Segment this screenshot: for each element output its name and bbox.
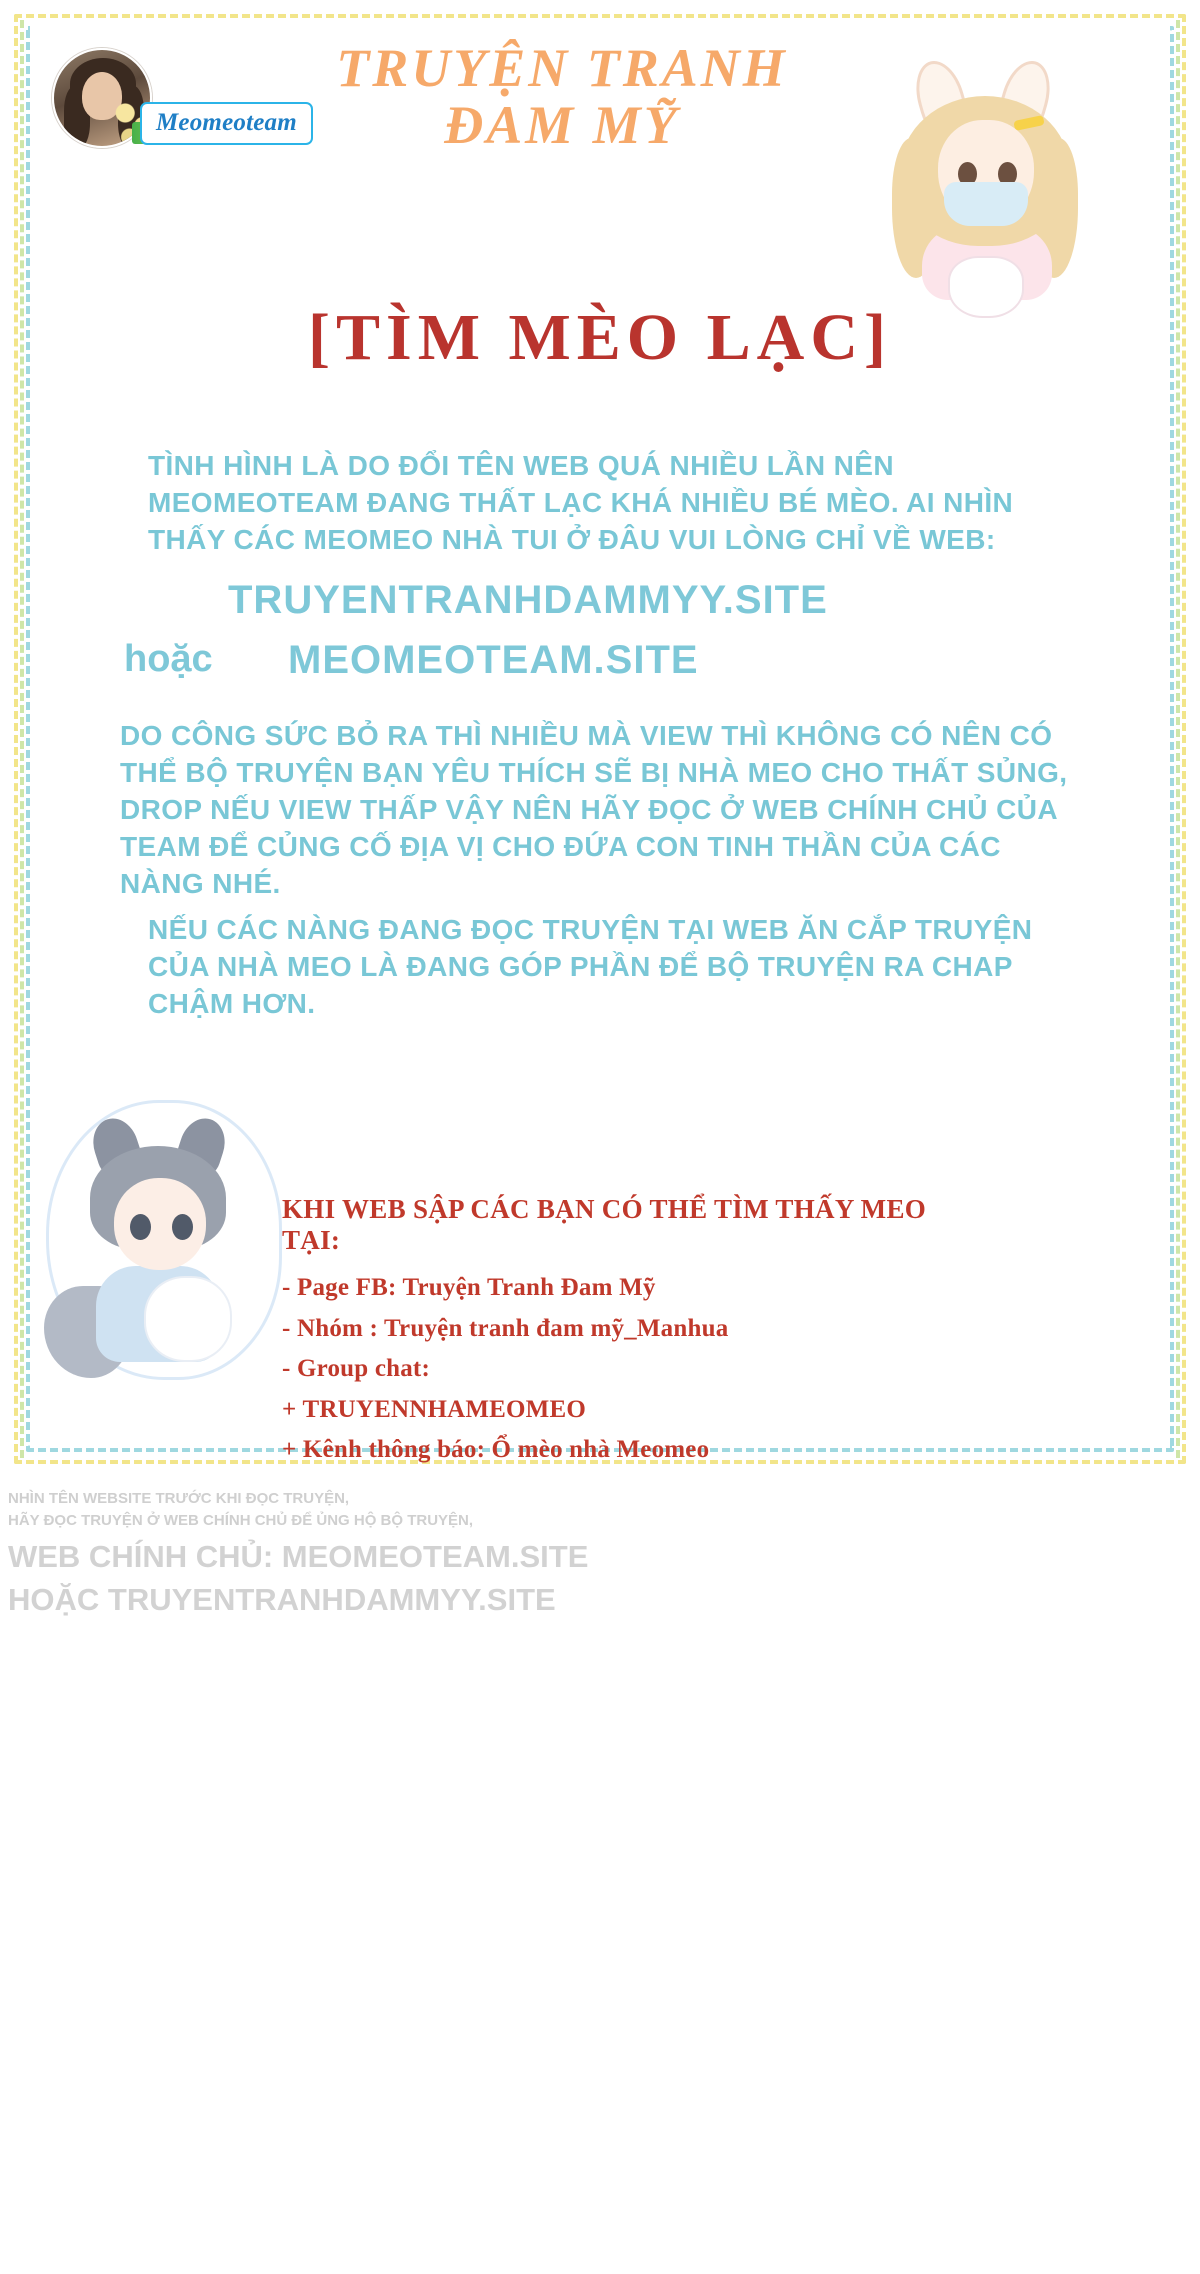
notice-paragraph-1: TÌNH HÌNH LÀ DO ĐỔI TÊN WEB QUÁ NHIỀU LẦN NÊN MEOMEOTEAM ĐANG THẤT LẠC KHÁ NHIỀU BÉ MÈO. AI NHÌN THẤY CÁC MEOMEO NHÀ TUI Ở ĐÂU VUI LÒNG CHỈ VỀ WEB: <box>148 450 1014 555</box>
site-or-label: hoặc <box>124 638 213 680</box>
contact-block <box>282 1194 982 1471</box>
chibi-face-mask <box>944 182 1028 226</box>
footer-note-line1: NHÌN TÊN WEBSITE TRƯỚC KHI ĐỌC TRUYỆN, <box>8 1490 350 1507</box>
contact-line-group-chat: - Group chat: <box>282 1355 430 1382</box>
footer-alternate-site: HOẶC TRUYENTRANHDAMMYY.SITE <box>8 1582 556 1618</box>
contact-line-chat-name: + TRUYENNHAMEOMEO <box>282 1395 586 1423</box>
contact-line-group: - Nhóm : Truyện tranh đam mỹ_Manhua <box>282 1314 729 1342</box>
contact-title: KHI WEB SẬP CÁC BẠN CÓ THỂ TÌM THẤY MEO TẠI: <box>282 1194 927 1255</box>
footer-note-line2: HÃY ĐỌC TRUYỆN Ở WEB CHÍNH CHỦ ĐỂ ỦNG HỘ BỘ TRUYỆN, <box>8 1511 474 1529</box>
page-title-line1: TRUYỆN TRANH <box>336 38 788 98</box>
contact-line-channel: + Kênh thông báo: Ổ mèo nhà Meomeo <box>282 1436 710 1463</box>
page-title-line2: ĐAM MỸ <box>444 94 680 155</box>
primary-site-link[interactable]: TRUYENTRANHDAMMYY.SITE <box>228 578 828 622</box>
team-name-badge: Meomeoteam <box>140 102 313 145</box>
secondary-site-link[interactable]: MEOMEOTEAM.SITE <box>288 638 699 682</box>
chibi-boy-plush <box>144 1276 232 1362</box>
notice-paragraph-3: NẾU CÁC NÀNG ĐANG ĐỌC TRUYỆN TẠI WEB ĂN CẮP TRUYỆN CỦA NHÀ MEO LÀ ĐANG GÓP PHẦN ĐỂ BỘ TRUYỆN RA CHAP CHẬM HƠN. <box>148 914 1033 1019</box>
footer-official-site: WEB CHÍNH CHỦ: MEOMEOTEAM.SITE <box>8 1538 589 1574</box>
chibi-boy-eye-left <box>130 1214 151 1240</box>
page-footer <box>0 1488 1200 1619</box>
contact-line-fb-page: - Page FB: Truyện Tranh Đam Mỹ <box>282 1274 656 1301</box>
chibi-boy-eye-right <box>172 1214 193 1240</box>
lost-cat-heading: [TÌM MÈO LẠC] <box>308 301 892 374</box>
chibi-girl-illustration <box>862 58 1112 328</box>
page-header <box>52 40 1152 290</box>
notice-paragraph-2: DO CÔNG SỨC BỎ RA THÌ NHIỀU MÀ VIEW THÌ KHÔNG CÓ NÊN CÓ THỂ BỘ TRUYỆN BẠN YÊU THÍCH SẼ BỊ NHÀ MEO CHO THẤT SỦNG, DROP NẾU VIEW THẤP VẬY NÊN HÃY ĐỌC Ở WEB CHÍNH CHỦ CỦA TEAM ĐỂ CỦNG CỐ ĐỊA VỊ CHO ĐỨA CON TINH THẦN CỦA CÁC NÀNG NHÉ. <box>120 720 1068 899</box>
chibi-wolf-boy-illustration <box>40 1090 290 1390</box>
page-title <box>252 40 872 153</box>
